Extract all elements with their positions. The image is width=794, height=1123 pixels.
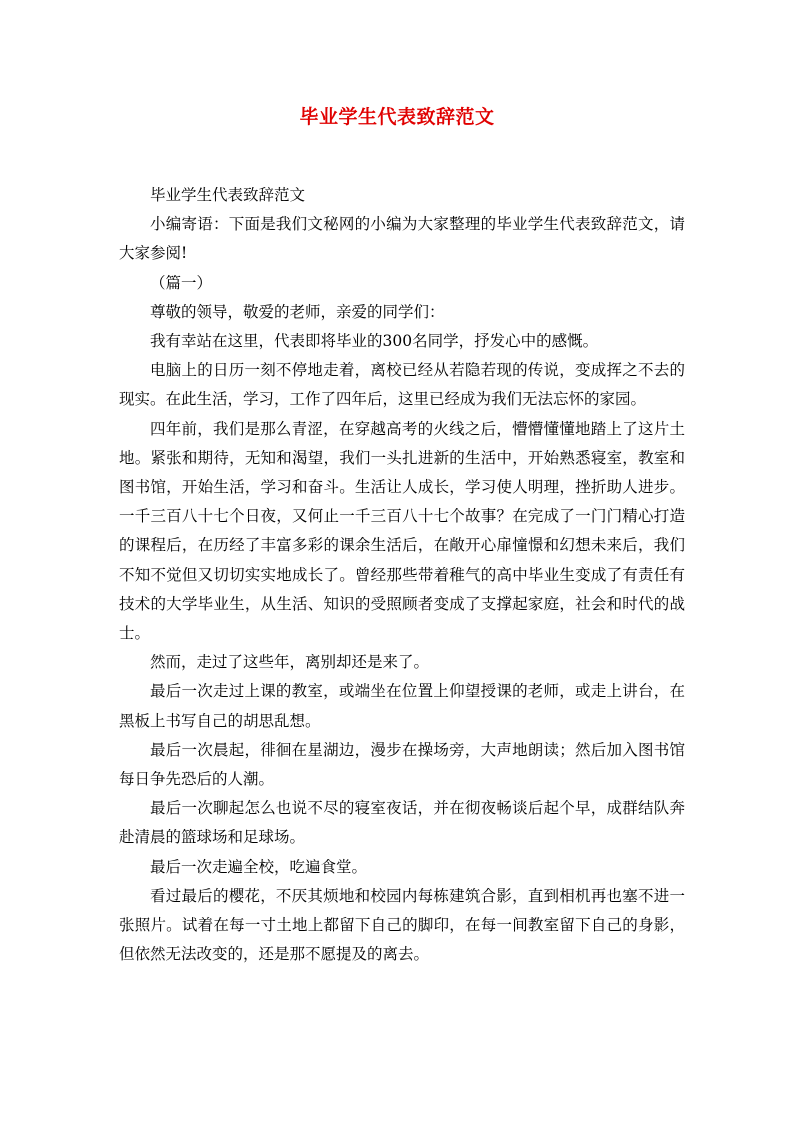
paragraph: 电脑上的日历一刻不停地走着，离校已经从若隐若现的传说，变成挥之不去的现实。在此生活，学习，工作了四年后，这里已经成为我们无法忘怀的家园。: [119, 361, 685, 409]
paragraph: 最后一次聊起怎么也说不尽的寝室夜话，并在彻夜畅谈后起个早，成群结队奔赴清晨的篮球场和足球场。: [119, 799, 685, 847]
paragraph: 最后一次走遍全校，吃遍食堂。: [150, 857, 368, 876]
paragraph: 四年前，我们是那么青涩，在穿越高考的火线之后，懵懵懂懂地踏上了这片土地。紧张和期待，无知和渴望，我们一头扎进新的生活中，开始熟悉寝室，教室和图书馆，开始生活，学习和奋斗。生活让人成长，学习使人明理，挫折助人进步。一千三百八十七个日夜，又何止一千三百八十七个故事？在完成了一门门精心打造的课程后，在历经了丰富多彩的课余生活后，在敞开心扉憧憬和幻想未来后，我们不知不觉但又切切实实地成长了。曾经那些带着稚气的高中毕业生变成了有责任有技术的大学毕业生，从生活、知识的受照顾者变成了支撑起家庭，社会和时代的战士。: [119, 419, 685, 643]
paragraph: 我有幸站在这里，代表即将毕业的300名同学，抒发心中的感慨。: [150, 332, 599, 351]
document-body: [119, 181, 685, 969]
paragraph: 最后一次晨起，徘徊在星湖边，漫步在操场旁，大声地朗读；然后加入图书馆每日争先恐后的人潮。: [119, 740, 685, 789]
paragraph: 尊敬的领导，敬爱的老师，亲爱的同学们：: [150, 302, 445, 321]
paragraph: 毕业学生代表致辞范文: [150, 186, 306, 204]
paragraph: （篇一）: [150, 273, 213, 292]
paragraph: 然而，走过了这些年，离别却还是来了。: [150, 653, 430, 672]
paragraph: 小编寄语：下面是我们文秘网的小编为大家整理的毕业学生代表致辞范文，请大家参阅!: [119, 215, 685, 263]
paragraph: 最后一次走过上课的教室，或端坐在位置上仰望授课的老师，或走上讲台，在黑板上书写自己的胡思乱想。: [119, 682, 685, 730]
paragraph: 看过最后的樱花，不厌其烦地和校园内每栋建筑合影，直到相机再也塞不进一张照片。试着在每一寸土地上都留下自己的脚印，在每一间教室留下自己的身影，但依然无法改变的，还是那不愿提及的离去。: [119, 886, 685, 964]
document-title: 毕业学生代表致辞范文: [299, 106, 495, 128]
